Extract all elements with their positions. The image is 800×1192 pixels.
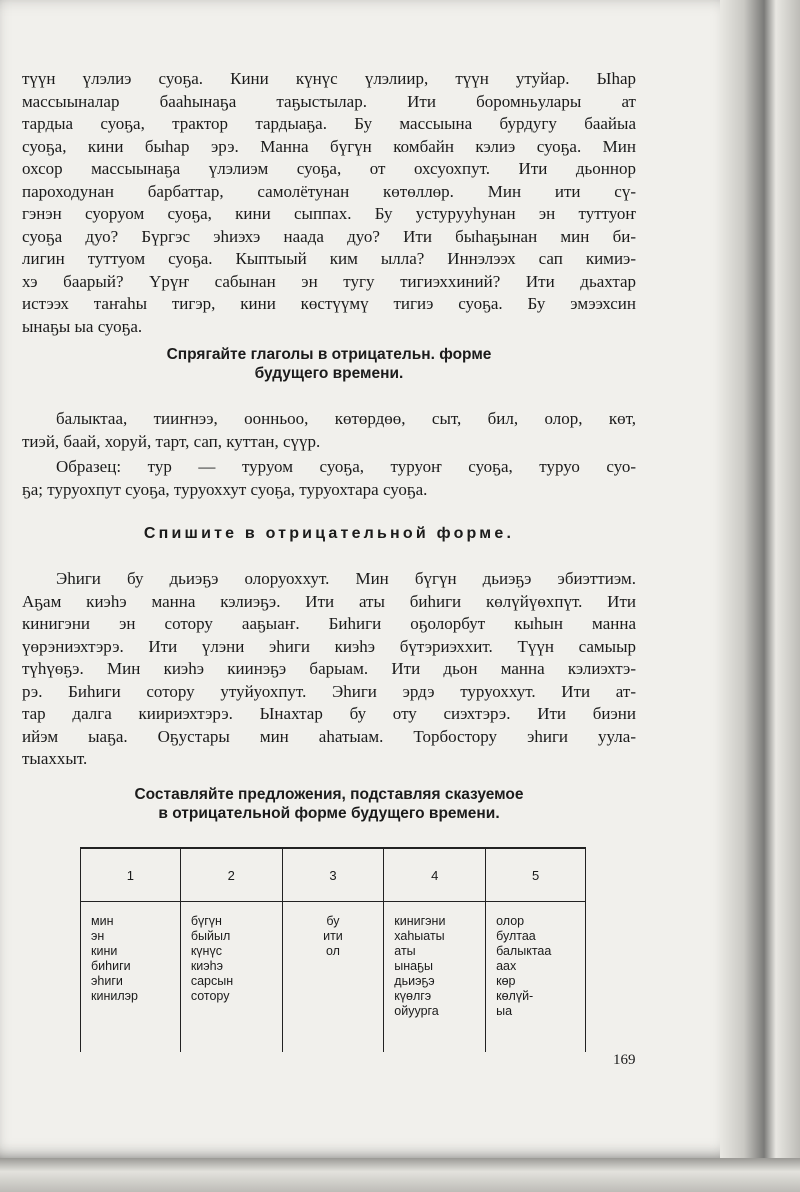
table-row xyxy=(81,902,586,1053)
text-line: лигин туттуом суоҕа. Кыптыый ким ылла? Иннэлээх сап кимиэ- xyxy=(22,249,636,268)
table-word: аах xyxy=(496,959,517,973)
text-line: ынаҕы ыа суоҕа. xyxy=(22,316,143,336)
table-header-cell: 2 xyxy=(180,848,282,902)
table-cell-column-4 xyxy=(384,902,486,1053)
text-line: Эһиги бу дьиэҕэ олоруоххут. Мин бүгүн дьиэҕэ эбиэттиэм. xyxy=(56,569,636,588)
text-line: Образец: тур — туруом суоҕа, туруоҥ суоҕа, туруо суо- xyxy=(56,457,636,476)
table-word: эн xyxy=(91,929,105,943)
paragraph-exercise-text xyxy=(22,68,636,338)
table-header-cell: 1 xyxy=(81,848,181,902)
table-header-cell: 5 xyxy=(486,848,586,902)
heading-line: Составляйте предложения, подставляя сказуемое xyxy=(134,786,524,803)
text-line: тар далга киириэхтэрэ. Ынахтар бу оту сиэхтэрэ. Ити биэни xyxy=(22,704,636,723)
table-word: быйыл xyxy=(190,929,231,943)
table-cell-column-2 xyxy=(180,902,282,1053)
text-line: ҕа; туруохпут суоҕа, туруоххут суоҕа, туруохтара суоҕа. xyxy=(22,479,428,499)
table-word: сотору xyxy=(190,989,230,1003)
table-word: ол xyxy=(325,944,340,958)
text-line: суоҕа, кини быһар эрэ. Манна бүгүн комбайн кэлиэ суоҕа. Мин xyxy=(22,136,636,156)
table-cell-column-1 xyxy=(81,902,181,1053)
text-line: хэ баарый? Үрүҥ сабынан эн тугу тигиэххиний? Ити дьахтар xyxy=(22,271,636,291)
text-line: ийэм ыаҕа. Оҕустары мин аһатыам. Торбостору эһиги уула- xyxy=(22,726,636,746)
heading-line: Спишите в отрицательной форме. xyxy=(143,525,515,542)
text-line: массыыналар бааһынаҕа таҕыстылар. Ити боромньулары ат xyxy=(22,91,636,111)
table-word: көр xyxy=(496,974,516,988)
table-word: сарсын xyxy=(190,974,234,988)
section-heading-conjugate xyxy=(22,345,636,383)
text-line: балыктаа, тииҥнээ, оонньоо, көтөрдөө, сыт, бил, олор, көт, xyxy=(56,409,636,428)
table-word: кинилэр xyxy=(91,989,138,1003)
text-line: пароходунан барбаттар, самолётунан көтөллөр. Мин ити сү- xyxy=(22,181,636,201)
table-word: дьиэҕэ xyxy=(394,974,435,988)
text-line: гэнэн суоруом суоҕа, кини сыппах. Бу устурууһунан эн туттуоҥ xyxy=(22,204,636,223)
table-word: кинигэни xyxy=(394,914,446,928)
page-edge-bottom xyxy=(0,1158,800,1192)
text-line: тыаххыт. xyxy=(22,749,88,768)
word-table xyxy=(80,847,586,1052)
heading-line: Спрягайте глаголы в отрицательн. форме xyxy=(166,346,492,363)
table-word: бултаа xyxy=(496,929,536,943)
table-header-cell: 3 xyxy=(282,848,384,902)
text-line: тардыа суоҕа, трактор тардыаҕа. Бу массыына бурдугу баайыа xyxy=(22,114,636,133)
table-word: олор xyxy=(496,914,525,928)
heading-line: будущего времени. xyxy=(254,365,404,382)
section-heading-rewrite xyxy=(22,524,636,543)
text-line: түһүөҕэ. Мин киэһэ киинэҕэ барыам. Ити дьон манна кэлиэхтэ- xyxy=(22,659,636,678)
paragraph-example xyxy=(22,456,636,501)
table-word: киэһэ xyxy=(190,959,223,973)
table-word: ынаҕы xyxy=(394,959,433,973)
table-word: биһиги xyxy=(91,959,131,973)
table-word: бу xyxy=(326,914,340,928)
paragraph-sentences xyxy=(22,568,636,771)
text-line: охсор массыынаҕа үлэлиэм суоҕа, от охсуохпут. Ити дьоннор xyxy=(22,159,636,178)
table-word: балыктаа xyxy=(496,944,552,958)
text-line: суоҕа дуо? Бүргэс эһиэхэ наада дуо? Ити быһаҕынан мин би- xyxy=(22,226,636,246)
section-heading-compose xyxy=(22,785,636,823)
page-edge-right xyxy=(720,0,800,1192)
table-word: хаһыаты xyxy=(394,929,445,943)
text-line: рэ. Биһиги сотору утуйуохпут. Эһиги эрдэ туруоххут. Ити ат- xyxy=(22,681,636,701)
page-number: 169 xyxy=(613,1052,636,1068)
table-word: мин xyxy=(91,914,114,928)
table-word: ыа xyxy=(496,1004,513,1018)
table-header-row xyxy=(81,848,586,902)
table-word: көлүй- xyxy=(496,989,534,1003)
table-word: аты xyxy=(394,944,416,958)
table-word: бүгүн xyxy=(190,914,222,928)
text-line: түүн үлэлиэ суоҕа. Кини күнүс үлэлиир, түүн утуйар. Ыһар xyxy=(22,69,636,88)
text-line: тиэй, баай, хоруй, тарт, сап, куттан, сүүр. xyxy=(22,431,321,451)
table-word: күөлгэ xyxy=(394,989,432,1003)
table-word: ити xyxy=(323,929,343,943)
table-header-cell: 4 xyxy=(384,848,486,902)
text-line: кинигэни эн сотору ааҕыаҥ. Биһиги оҕолорбут кыһын манна xyxy=(22,614,636,633)
table-word: күнүс xyxy=(190,944,222,958)
table-word: ойуурга xyxy=(394,1004,439,1018)
table-cell-column-5 xyxy=(486,902,586,1053)
table-word: кини xyxy=(91,944,118,958)
text-line: истээх таҥаһы тигэр, кини көстүүмү тигиэ суоҕа. Бу эмээхсин xyxy=(22,294,636,313)
table-word: эһиги xyxy=(91,974,123,988)
text-line: үөрэниэхтэрэ. Ити үлэни эһиги киэһэ бүтэриэххит. Түүн самыыр xyxy=(22,636,636,656)
paragraph-verb-list xyxy=(22,408,636,453)
heading-line: в отрицательной форме будущего времени. xyxy=(158,805,500,822)
table-cell-column-3 xyxy=(282,902,384,1053)
text-line: Аҕам киэһэ манна кэлиэҕэ. Ити аты биһиги көлүйүөхпүт. Ити xyxy=(22,591,636,611)
